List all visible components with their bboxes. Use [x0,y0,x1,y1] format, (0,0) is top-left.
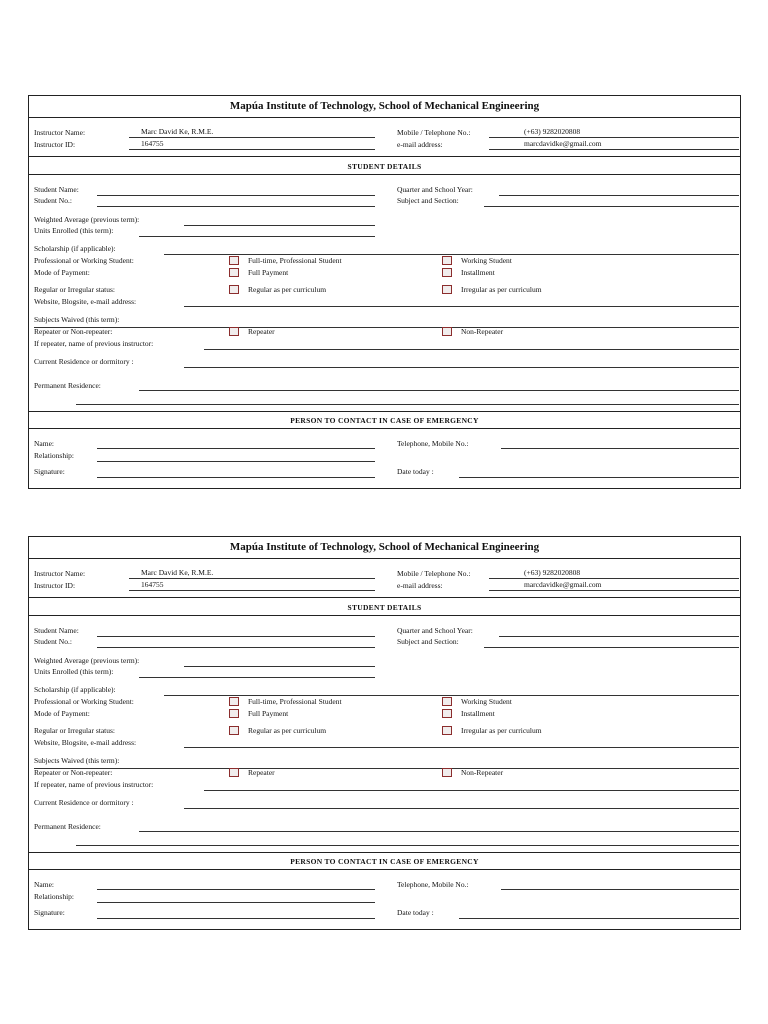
fulltime-option-label: Full-time, Professional Student [248,697,342,706]
non-repeater-option-label: Non-Repeater [461,327,504,336]
fulltime-checkbox[interactable] [229,256,239,265]
student-no-field[interactable] [97,206,375,207]
instructor-email-label: e-mail address: [397,140,443,149]
emergency-date-field[interactable] [459,477,739,478]
full-payment-checkbox[interactable] [229,709,239,718]
student-no-label: Student No.: [34,196,72,205]
units-enrolled-field[interactable] [139,677,375,678]
permanent-residence-field-2[interactable] [76,845,739,846]
divider-line [29,117,740,118]
regular-checkbox[interactable] [229,726,239,735]
divider-line [489,137,739,138]
emergency-header: PERSON TO CONTACT IN CASE OF EMERGENCY [290,857,479,866]
instructor-name-value: Marc David Ke, R.M.E. [141,568,214,577]
repeater-label: Repeater or Non-repeater: [34,327,113,336]
instructor-id-label: Instructor ID: [34,140,76,149]
emergency-date-label: Date today : [397,467,434,476]
divider-line [29,156,740,157]
previous-instructor-label: If repeater, name of previous instructor: [34,780,154,789]
instructor-phone-value: (+63) 9282020808 [524,127,581,136]
permanent-residence-field[interactable] [139,831,739,832]
current-residence-label: Current Residence or dormitory : [34,798,134,807]
instructor-name-label: Instructor Name: [34,569,86,578]
permanent-residence-field-2[interactable] [76,404,739,405]
repeater-option-label: Repeater [248,327,275,336]
quarter-field[interactable] [499,195,739,196]
form-title: Mapúa Institute of Technology, School of Mechanical Engineering [229,541,540,553]
current-residence-label: Current Residence or dormitory : [34,357,134,366]
student-details-header: STUDENT DETAILS [347,162,422,171]
emergency-relationship-label: Relationship: [34,892,74,901]
scholarship-field[interactable] [164,695,739,696]
repeater-option-label: Repeater [248,768,275,777]
divider-line [29,615,740,616]
irregular-checkbox[interactable] [442,726,452,735]
regular-status-label: Regular or Irregular status: [34,285,116,294]
current-residence-field[interactable] [184,808,739,809]
emergency-telephone-field[interactable] [501,448,739,449]
website-label: Website, Blogsite, e-mail address: [34,738,137,747]
divider-line [29,852,740,853]
previous-instructor-field[interactable] [204,790,739,791]
current-residence-field[interactable] [184,367,739,368]
working-checkbox[interactable] [442,256,452,265]
non-repeater-checkbox[interactable] [442,327,452,336]
instructor-phone-label: Mobile / Telephone No.: [397,569,471,578]
form-title: Mapúa Institute of Technology, School of Mechanical Engineering [229,100,540,112]
subject-field[interactable] [484,647,739,648]
regular-option-label: Regular as per curriculum [248,285,327,294]
emergency-relationship-field[interactable] [97,461,375,462]
divider-line [129,137,375,138]
instructor-phone-value: (+63) 9282020808 [524,568,581,577]
website-label: Website, Blogsite, e-mail address: [34,297,137,306]
quarter-field[interactable] [499,636,739,637]
previous-instructor-label: If repeater, name of previous instructor: [34,339,154,348]
emergency-name-label: Name: [34,880,54,889]
emergency-name-field[interactable] [97,448,375,449]
instructor-email-value: marcdavidke@gmail.com [524,139,602,148]
regular-option-label: Regular as per curriculum [248,726,327,735]
subject-field[interactable] [484,206,739,207]
instructor-email-label: e-mail address: [397,581,443,590]
emergency-telephone-field[interactable] [501,889,739,890]
website-field[interactable] [184,306,739,307]
non-repeater-checkbox[interactable] [442,768,452,777]
full-payment-option-label: Full Payment [248,268,289,277]
scholarship-field[interactable] [164,254,739,255]
divider-line [29,428,740,429]
repeater-label: Repeater or Non-repeater: [34,768,113,777]
emergency-header: PERSON TO CONTACT IN CASE OF EMERGENCY [290,416,479,425]
repeater-checkbox[interactable] [229,327,239,336]
subject-label: Subject and Section: [397,637,459,646]
emergency-signature-label: Signature: [34,908,65,917]
divider-line [29,174,740,175]
irregular-option-label: Irregular as per curriculum [461,726,542,735]
irregular-option-label: Irregular as per curriculum [461,285,542,294]
emergency-relationship-label: Relationship: [34,451,74,460]
emergency-telephone-label: Telephone, Mobile No.: [397,880,469,889]
divider-line [129,590,375,591]
divider-line [29,558,740,559]
working-option-label: Working Student [461,697,512,706]
website-field[interactable] [184,747,739,748]
divider-line [129,149,375,150]
emergency-date-label: Date today : [397,908,434,917]
payment-label: Mode of Payment: [34,268,90,277]
permanent-residence-label: Permanent Residence: [34,822,101,831]
emergency-telephone-label: Telephone, Mobile No.: [397,439,469,448]
emergency-name-label: Name: [34,439,54,448]
registration-form [28,95,741,489]
instructor-phone-label: Mobile / Telephone No.: [397,128,471,137]
emergency-signature-field[interactable] [97,918,375,919]
full-payment-checkbox[interactable] [229,268,239,277]
instructor-id-value: 164755 [141,139,164,148]
student-name-label: Student Name: [34,626,79,635]
student-no-field[interactable] [97,647,375,648]
units-enrolled-field[interactable] [139,236,375,237]
quarter-label: Quarter and School Year: [397,185,473,194]
repeater-checkbox[interactable] [229,768,239,777]
divider-line [129,578,375,579]
registration-form [28,536,741,930]
emergency-name-field[interactable] [97,889,375,890]
divider-line [489,578,739,579]
non-repeater-option-label: Non-Repeater [461,768,504,777]
permanent-residence-label: Permanent Residence: [34,381,101,390]
emergency-signature-field[interactable] [97,477,375,478]
professional-label: Professional or Working Student: [34,256,134,265]
student-name-label: Student Name: [34,185,79,194]
emergency-signature-label: Signature: [34,467,65,476]
installment-option-label: Installment [461,268,495,277]
working-checkbox[interactable] [442,697,452,706]
units-enrolled-label: Units Enrolled (this term): [34,226,114,235]
payment-label: Mode of Payment: [34,709,90,718]
instructor-id-value: 164755 [141,580,164,589]
divider-line [29,869,740,870]
scholarship-label: Scholarship (if applicable): [34,685,116,694]
installment-checkbox[interactable] [442,709,452,718]
previous-instructor-field[interactable] [204,349,739,350]
installment-option-label: Installment [461,709,495,718]
subjects-waived-label: Subjects Waived (this term): [34,315,120,324]
units-enrolled-label: Units Enrolled (this term): [34,667,114,676]
weighted-average-label: Weighted Average (previous term): [34,656,140,665]
full-payment-option-label: Full Payment [248,709,289,718]
instructor-id-label: Instructor ID: [34,581,76,590]
professional-label: Professional or Working Student: [34,697,134,706]
student-no-label: Student No.: [34,637,72,646]
permanent-residence-field[interactable] [139,390,739,391]
regular-checkbox[interactable] [229,285,239,294]
divider-line [29,411,740,412]
subjects-waived-field[interactable] [34,768,739,769]
instructor-email-value: marcdavidke@gmail.com [524,580,602,589]
regular-status-label: Regular or Irregular status: [34,726,116,735]
divider-line [489,590,739,591]
fulltime-checkbox[interactable] [229,697,239,706]
scholarship-label: Scholarship (if applicable): [34,244,116,253]
student-name-field[interactable] [97,195,375,196]
irregular-checkbox[interactable] [442,285,452,294]
weighted-average-field[interactable] [184,225,375,226]
divider-line [489,149,739,150]
subjects-waived-field[interactable] [34,327,739,328]
working-option-label: Working Student [461,256,512,265]
divider-line [29,597,740,598]
student-name-field[interactable] [97,636,375,637]
installment-checkbox[interactable] [442,268,452,277]
weighted-average-field[interactable] [184,666,375,667]
emergency-relationship-field[interactable] [97,902,375,903]
student-details-header: STUDENT DETAILS [347,603,422,612]
emergency-date-field[interactable] [459,918,739,919]
instructor-name-value: Marc David Ke, R.M.E. [141,127,214,136]
fulltime-option-label: Full-time, Professional Student [248,256,342,265]
instructor-name-label: Instructor Name: [34,128,86,137]
weighted-average-label: Weighted Average (previous term): [34,215,140,224]
subject-label: Subject and Section: [397,196,459,205]
quarter-label: Quarter and School Year: [397,626,473,635]
subjects-waived-label: Subjects Waived (this term): [34,756,120,765]
